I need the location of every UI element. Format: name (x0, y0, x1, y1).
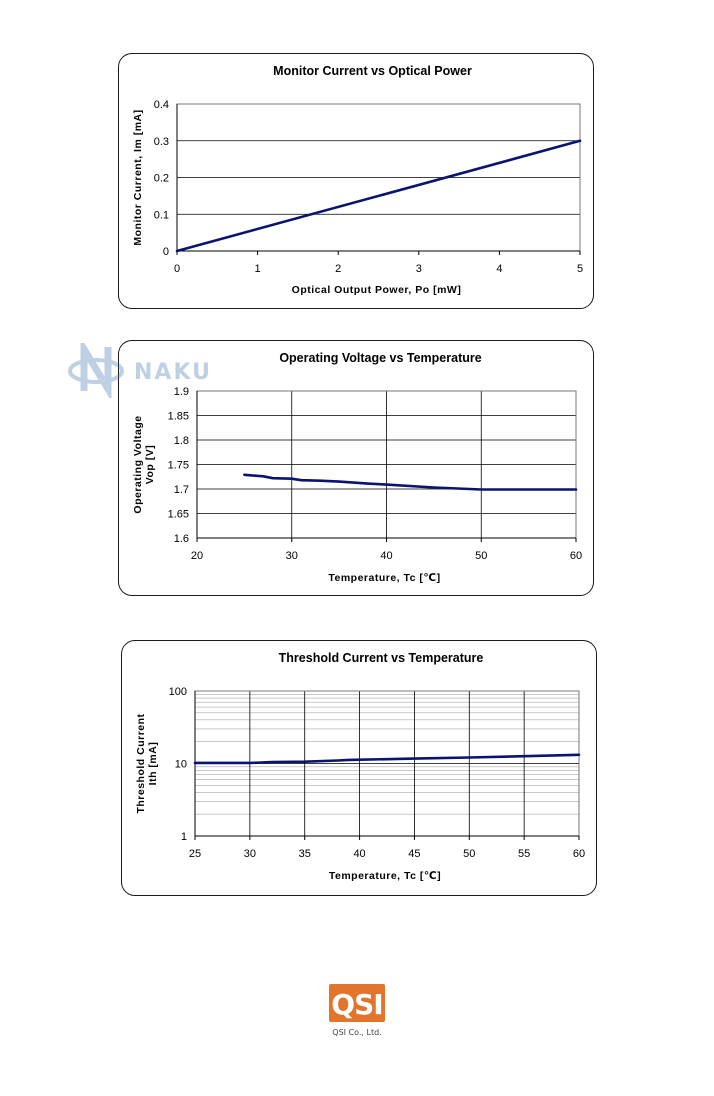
x-tick-label: 40 (353, 848, 366, 860)
x-axis-label: Temperature, Tc [℃] (328, 572, 441, 584)
x-tick-label: 30 (285, 550, 298, 562)
x-tick-label: 50 (463, 848, 476, 860)
y-tick-label: 1.7 (173, 484, 189, 496)
naku-watermark (68, 343, 268, 398)
y-axis-label: Operating Voltage (132, 415, 144, 514)
x-tick-label: 55 (518, 848, 531, 860)
x-tick-label: 0 (173, 263, 181, 275)
y-tick-label: 1.85 (167, 410, 189, 423)
y-axis-label: Ith [mA] (147, 741, 159, 786)
chart-panel-monitor (118, 53, 594, 309)
y-axis-label: Threshold Current (135, 713, 147, 814)
x-tick-label: 2 (335, 263, 342, 275)
y-tick-label: 1.9 (173, 386, 189, 398)
x-tick-label: 20 (190, 550, 204, 562)
chart-title: Threshold Current vs Temperature (278, 651, 484, 665)
chart-title: Monitor Current vs Optical Power (273, 64, 472, 78)
x-tick-label: 5 (576, 263, 584, 275)
x-tick-label: 25 (188, 848, 202, 860)
x-axis-label: Optical Output Power, Po [mW] (291, 284, 462, 296)
y-tick-label: 100 (168, 686, 187, 698)
y-tick-label: 0.1 (153, 209, 169, 222)
y-tick-label: 0 (162, 246, 169, 258)
y-axis-label: Vop [V] (144, 444, 156, 485)
y-tick-label: 1.65 (167, 508, 189, 521)
logo-mark-text: QSI (331, 988, 383, 1021)
series-line-ith (195, 755, 579, 763)
watermark-text: NAKU (134, 360, 212, 385)
y-tick-label: 1.75 (167, 459, 189, 472)
y-tick-label: 1.6 (173, 533, 189, 545)
x-tick-label: 45 (408, 848, 421, 860)
chart-threshold (122, 641, 596, 895)
x-tick-label: 3 (415, 263, 422, 275)
y-tick-label: 1.8 (173, 435, 189, 447)
chart-panel-threshold (121, 640, 597, 896)
x-tick-label: 1 (254, 263, 261, 275)
x-tick-label: 60 (569, 550, 583, 562)
logo-caption: QSI Co., Ltd. (332, 1028, 382, 1037)
x-tick-label: 4 (496, 263, 503, 275)
series-line-vop (244, 475, 576, 490)
y-tick-label: 0.4 (153, 99, 169, 111)
y-tick-label: 1 (180, 831, 187, 843)
x-tick-label: 40 (380, 550, 393, 562)
y-tick-label: 10 (174, 758, 187, 771)
x-tick-label: 35 (298, 848, 311, 860)
qsi-logo-icon (329, 984, 385, 1022)
y-tick-label: 0.3 (153, 135, 169, 148)
series-line-im (177, 141, 580, 251)
x-axis-label: Temperature, Tc [℃] (328, 870, 442, 882)
y-axis-label: Monitor Current, Im [mA] (132, 109, 144, 246)
naku-emblem-icon (70, 347, 122, 391)
x-tick-label: 30 (243, 848, 256, 860)
company-logo (322, 984, 392, 1044)
x-tick-label: 50 (475, 550, 488, 562)
x-tick-label: 60 (572, 848, 586, 860)
chart-title: Operating Voltage vs Temperature (279, 351, 482, 365)
y-tick-label: 0.2 (153, 172, 169, 185)
chart-monitor (119, 54, 593, 308)
